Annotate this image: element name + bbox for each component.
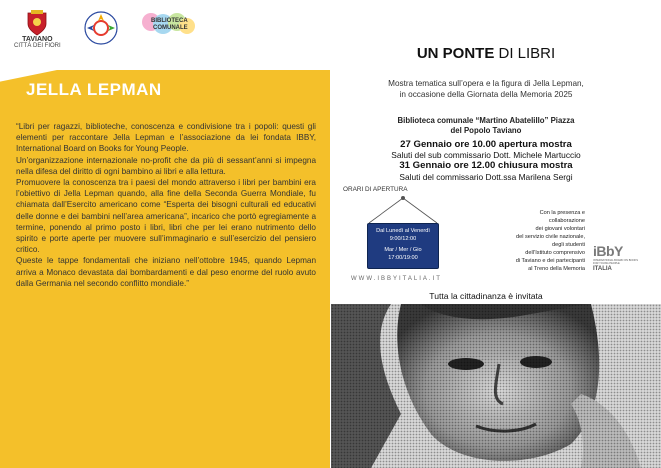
collaboration-line: collaborazione xyxy=(548,218,585,224)
schedule-line: Dal Lunedì al Venerdì xyxy=(376,228,430,234)
taviano-name: TAVIANO xyxy=(22,36,53,43)
taviano-logo xyxy=(14,10,61,50)
library-line: Biblioteca comunale “Martino Abatelillo” Piazza xyxy=(397,116,575,125)
body-paragraph: Un’organizzazione internazionale no-profit che da più di sessant’anni si impegna nella difesa del diritto di ogni bambino ai libri e alla lettura. xyxy=(16,155,316,176)
exhibit-title xyxy=(331,45,641,62)
body-paragraph: “Libri per ragazzi, biblioteche, conoscenza e condivisione tra i popoli: questi gli elementi per raccontare Jella Lepman e l’associazione da lei fondata IBBY, International Board on Books for Young People. xyxy=(16,122,316,154)
ibby-italia: ITALIA xyxy=(593,266,612,273)
taviano-subtitle: CITTÀ DEI FIORI xyxy=(14,43,61,49)
collaboration-line: dei giovani volontari xyxy=(535,226,585,232)
ibby-wordmark: iBbY xyxy=(593,243,623,259)
collaboration-text xyxy=(469,209,585,273)
library-address xyxy=(331,116,641,136)
biblioteca-logo xyxy=(141,10,197,40)
exhibit-subtitle xyxy=(331,78,641,100)
logo-row xyxy=(14,10,197,68)
portrait-photo xyxy=(331,304,661,468)
svg-text:COMUNALE: COMUNALE xyxy=(152,25,188,31)
schedule-line: 9:00/12:00 xyxy=(389,236,417,242)
biblioteca-icon xyxy=(141,10,197,40)
opening-event: 27 Gennaio ore 10.00 apertura mostra xyxy=(400,139,572,150)
body-text xyxy=(16,121,316,289)
closing-event: 31 Gennaio ore 12.00 chiusura mostra xyxy=(399,160,573,171)
subtitle-line: in occasione della Giornata della Memoria 2025 xyxy=(399,90,573,99)
invitation-text: Tutta la cittadinanza è invitata xyxy=(429,291,543,301)
servizio-civile-logo xyxy=(83,10,119,46)
collaboration-line: Con la presenza e xyxy=(539,210,585,216)
taviano-crest-icon xyxy=(26,10,48,36)
website-url: WWW.IBBYITALIA.IT xyxy=(351,276,442,282)
collaboration-line: di Taviano e dei partecipanti xyxy=(515,258,585,264)
left-panel xyxy=(0,0,330,468)
schedule-line: Mar / Mer / Gio xyxy=(384,247,422,253)
schedule-label: ORARI DI APERTURA xyxy=(343,186,408,193)
sign-string-icon xyxy=(341,195,461,225)
collaboration-line: del servizio civile nazionale, xyxy=(515,234,585,240)
right-panel xyxy=(331,0,661,468)
svg-text:BIBLIOTECA: BIBLIOTECA xyxy=(150,18,188,24)
title-bold: UN PONTE xyxy=(416,45,495,62)
title-rest: DI LIBRI xyxy=(494,45,556,62)
body-paragraph: Promuovere la conoscenza tra i paesi del mondo attraverso i libri per bambini era l’obiettivo di Jella Lepman quando, alla fine della Seconda Guerra Mondiale, fu chiamata dall’Esercito americano come “Esperta dei bisogni culturali ed educativi delle donne e dei bambini nell’area americana”, incarico che portò egregiamente a termine, ponendo al primo posto i libri, libri che per lei erano nutrimento dello spirito e porte aperte per muovere sull’immaginario e sull’esercizio del pensiero critico. xyxy=(16,178,316,255)
collaboration-line: dell’Istituto comprensivo xyxy=(525,250,585,256)
servizio-civile-icon xyxy=(83,10,119,46)
library-line: del Popolo Taviano xyxy=(450,126,522,135)
opening-greeting: Saluti del sub commissario Dott. Michele Martuccio xyxy=(391,150,581,160)
closing-greeting: Saluti del commissario Dott.ssa Marilena Sergi xyxy=(399,172,573,182)
left-title: JELLA LEPMAN xyxy=(26,80,162,99)
collaboration-line: degli studenti xyxy=(552,242,585,248)
collaboration-line: al Treno della Memoria xyxy=(528,266,585,272)
body-paragraph: Queste le tappe fondamentali che iniziano nell’ottobre 1945, quando Lepman arriva a Monaco devastata dai bombardamenti e dal peso enorme del ruolo avuto dalla Germania nel secondo conflitto mondiale.” xyxy=(16,256,316,288)
ibby-full-name: INTERNATIONAL BOARD ON BOOKS FOR YOUNG PEOPLE xyxy=(593,259,638,266)
schedule-line: 17:00/19:00 xyxy=(388,255,418,261)
subtitle-line: Mostra tematica sull’opera e la figura di Jella Lepman, xyxy=(388,79,584,88)
ibby-logo xyxy=(593,243,639,272)
schedule-sign xyxy=(367,223,439,269)
